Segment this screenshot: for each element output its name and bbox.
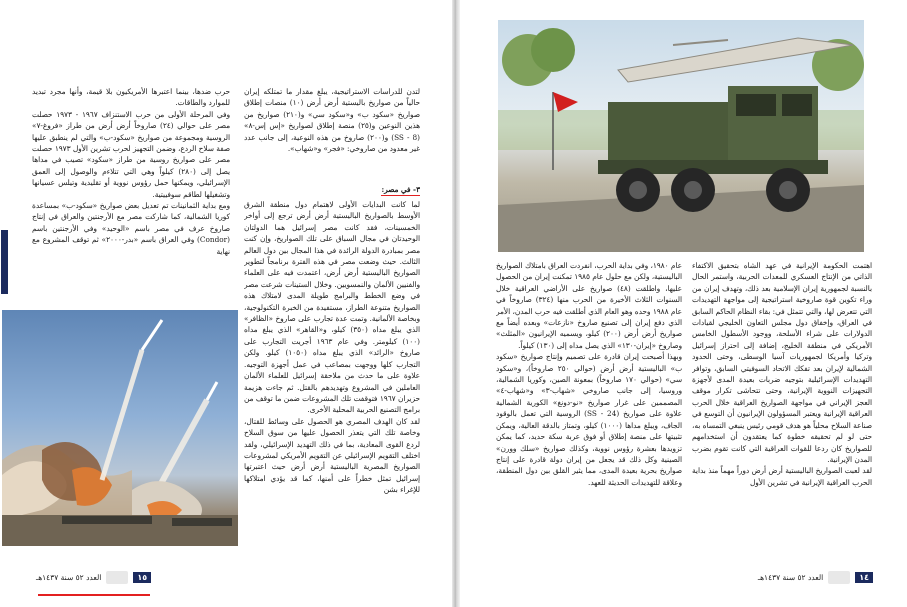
missile-launch-illustration	[2, 310, 238, 546]
paragraph: اهتمت الحكومة الإيرانية في عهد الشاه بتحقيق الاكتفاء الذاتي من الإنتاج العسكري للمعدات الحربية، واستمر الحال بالنسبة لجمهورية إيران الإسلامية بعد ذلك، وتهدف إيران من وراء تكوين قوة صاروخية استراتيجية إلى مواجهة التهديدات التي تتعرض لها، والتي تتمثل في: بقاء النظام الحاكم السابق في العراق، وإخفاق دول مجلس التعاون الخليجي لقيادات الدولارات على شراء الأسلحة، ووجود الأسطول الخامس الأمريكي في منطقة الخليج، إضافة إلى احتراز إسرائيل وتركيا وأمريكا لجمهوريات آسيا الوسطى، وحتى الحدود الشمالية لإيران بعد تفكك الاتحاد السوفيتي السابق، وتوافر التهديدات الإسرائيلية بتوجيه ضربات بعيدة المدى لأجهزة التجهيزات النووية الإيرانية، وحتى تتحاشى تكرار موقف العجز الإيراني في مواجهة الصواريخ العراقية خلال الحرب العراقية الإيرانية ويعتبر المسؤولون الإيرانيون أن التوسع في صناعة السلاح محلياً هو هدف قومي رئيس ينبغي التمساه به، حتى لو لم تحقيقه خطوة كما يعتقدون أن استخدامهم للصواريخ كان ردعا للقوات العراقية التي كانت تقوم بضرب المدن الإيرانية.	[692, 261, 872, 464]
left-page	[0, 6, 452, 600]
missile-truck-photo	[498, 20, 864, 252]
page-edge-tab	[1, 230, 8, 294]
paragraph: وبهذا أصبحت إيران قادرة على تصميم وإنتاج صواريخ «سكود ب» الباليستية أرض أرض (حوالي ٢٥٠ صاروخاً)، و«سكود سي» (حوالي ١٧٠ صاروخاً) بمعونة الصين، وكوريا الشمالية، وروسيا، إلى جانب صاروخي «شهاب-٣» و«شهاب-٤» المصممين على غرار صواريخ «نو-دونغ» الكورية الشمالية علاوة على صواريخ (24 - SS) الروسية التي تعمل بالوقود الجاف، ويبلغ مداها (١٠٠٠) كيلو، وتمتاز بالدقة العالية، ويمكن تثبيتها على منصة إطلاق أو فوق عربة سكة حديد، كما يمكن تزويدها بعشرة رؤوس نووية، وكذلك صواريخ «سلك وورن» الصينية وكل ذلك قد يجعل من إيران دولة قادرة على إنتاج صواريخ بحرية بعيدة المدى، مما يثير القلق بين دول المنطقة، وعلاقة للتهديدات الحديثة للعهد.	[496, 352, 682, 487]
missile-truck-illustration	[498, 20, 864, 252]
left-page-column-right-top	[244, 86, 420, 182]
masthead-logo-icon	[828, 571, 850, 584]
right-page-column-left	[496, 260, 682, 550]
section-heading-box	[244, 184, 420, 198]
right-page	[460, 6, 903, 600]
paragraph: لما كانت البدايات الأولى لاهتمام دول منطقة الشرق الأوسط بالصواريخ الباليستية أرض أرض ترجع إلى أواخر الخمسينات، فقد كانت مصر إسرائيل هما الدولتان الوحيدتان في مجال السباق على تلك الصواريخ، وإن كنت مصر بمبادرة الدولة الرائدة في هذا المجال بين دول العالم الثالث. حيث وضعت مصر في هذه الفترة برنامجاً لتطوير الصواريخ الباليستية أرض أرض، اعتمدت فيه على العلماء والفنيين الألمان والنمسويين. وخلال الستينات شرعت مصر في وضع الخطط والبرامج طويلة المدى لامتلاك هذه الصواريخ متنوعة الطراز، مستفيدة من الخبرة التكنولوجية، وبخاصة الألمانية. وتمت عدة تجارب على صاروخ «الظافر» الذي يبلغ مداه (٣٥٠) كيلو، و«القاهر» الذي يبلغ مداه (١٠٠) كيلومتر. وفي عام ١٩٦٣ أجريت التجارب على صاروخ «الرائد» الذي يبلغ مداه (١٠٥٠) كيلو. ولكن التجارب كلها ووجهت بمصاعب في عمل أجهزة التوجيه. علاوة على ما حدث من ملاحقة إسرائيل للعلماء الألمان العاملين في المشروع وتهديدهم بالقتل. ثم جاءت هزيمة حزيران ١٩٦٧ فتوقفت تلك المشروعات ضمن ما توقف من برامج التصنيع الحربية المحلية الأخرى.	[244, 200, 420, 415]
paragraph: لقد لعبت الصواريخ الباليستية أرض أرض دوراً مهماً منذ بداية الحرب العراقية الإيرانية في تشرين الأول	[692, 466, 872, 487]
issue-label: العدد ٥٢ سنة ١٤٣٧هـ	[757, 573, 824, 582]
left-page-footer	[36, 571, 151, 584]
footer-underline	[38, 594, 150, 596]
paragraph: لتدن للدراسات الاستراتيجية، يبلغ مقدار ما تمتلكه إيران حالياً من صواريخ باليستية أرض أرض (١٠) منصات إطلاق صواريخ «سكود ب» و«سكود سي» و(٢١٠) صواريخ من هذين النوعين و(٢٥) منصة إطلاق لصواريخ «إس إس-٨» (8 - SS) و(٢٠٠) صاروخ من هذه النوعية، إلى جانب عدد غير معدود من صاروخي: «فجر» و«شهاب».	[244, 87, 420, 154]
paragraph: عام ١٩٨٠، وفي بداية الحرب، انفردت العراق بامتلاك الصواريخ الباليستية، ولكن مع حلول عام ١٩٨٥ تمكنت إيران من الحصول عليها، واطلقت (٤٨) صواريخ على الأراضي العراقية خلال السنوات الثلاث الأخيرة من الحرب منها (٣٢٤) صاروخاً في عام ١٩٨٨ وحده وهو العام الذي أطلقت فيه حرب المدن، الأمر الذي دفع إيران إلى تصنيع صاروخ «نازعات» وبعده أيضاً مع صواريخ أرض أرض (٢٠٠) كيلو، ويسميه الإيرانيون «المثلث» وصاروخ «إيران-١٣٠» الذي يصل مداه إلى (١٣٠) كيلواً.	[496, 261, 682, 350]
page-number: ١٥	[133, 572, 151, 583]
page-number: ١٤	[855, 572, 873, 583]
paragraph: ومع بداية الثمانينات تم تعديل بعض صواريخ «سكود-ب» بمساعدة كوريا الشمالية، كما شاركت مصر مع الأرجنتين والعراق في إنتاج صاروخ عرف في مصر باسم «الوحيد» وفي الأرجنتين باسم (Condor) وفي العراق باسم «بدر-٢٠٠٠» ثم توقف المشروع مع نهاية	[32, 201, 230, 256]
left-page-column-left	[32, 86, 230, 300]
right-page-footer	[758, 571, 873, 584]
left-page-column-right	[244, 199, 420, 550]
masthead-logo-icon	[106, 571, 128, 584]
paragraph: حرب ضدها، بينما اعتبرها الأمريكيون بلا قيمة، وأنها مجرد تبديد للموارد والطاقات.	[32, 87, 230, 108]
section-heading: ٣- في مصر:	[381, 185, 420, 194]
spread-gutter	[452, 0, 460, 607]
right-page-column-right	[692, 260, 872, 550]
issue-label: العدد ٥٢ سنة ١٤٣٧هـ	[36, 573, 102, 582]
paragraph: لقد كان الهدف المصري هو الحصول على وسائط للقتال، وخاصة تلك التي يتعذر الحصول عليها من سوق السلاح لردع القوى المعادية، بما في ذلك التهديد الإسرائيلي، ولقد اختلف التقويم الإسرائيلي عن التقويم الأمريكي لمشروعات الصواريخ المصرية الباليستية أرض أرض حيث اعتبرتها إسرائيل تمثل خطراً على أمنها، كما قد يؤدي امتلاكها للإغراء بشن	[244, 416, 420, 495]
missile-launch-photo	[2, 310, 238, 546]
paragraph: وفي المرحلة الأولى من حرب الاستنزاف ١٩٦٧ - ١٩٧٣ حصلت مصر على حوالي (٢٤) صاروخاً أرض أرض من طراز «فروغ-٧» الروسية ومجموعة من صواريخ «سكود-ب» والتي لم ينطبق عليها صفة سلاح الردع، وضمن التجهيز لحرب تشرين الأول ١٩٧٣ حصلت مصر على صواريخ روسية من طراز «سكود» تصيب في مداها يصل إلى (٢٨٠) كيلواً وهي التي تتلاءم والوصول إلى العمق الإسرائيلي، ويمكنها حمل رؤوس نووية أو تقليدية وتيلس عسيانها وتشغيلها لطاقم سوفييتية.	[32, 109, 230, 199]
